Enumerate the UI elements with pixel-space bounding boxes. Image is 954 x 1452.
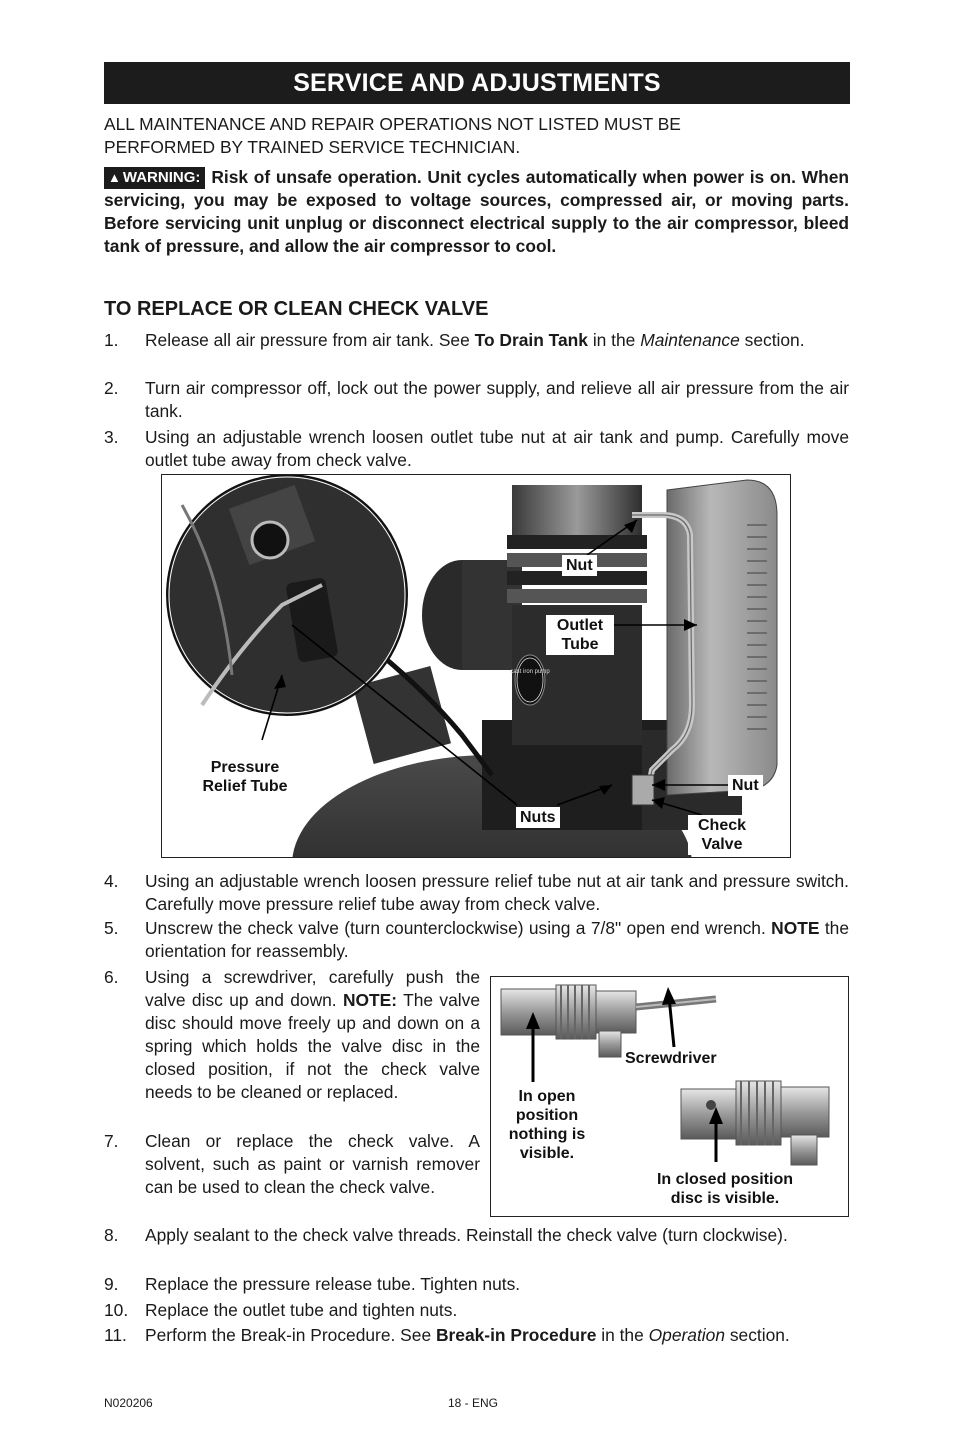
step-number: 5. [104, 918, 119, 938]
warning-text: Risk of unsafe operation. Unit cycles automatically when power is on. When servicing, you may be exposed to voltage sources, compressed air, or moving parts. Before servicing unit unplug or disconnect electrical supply to the air compressor, bleed tank of pressure, and allow the air compressor to cool. [104, 167, 849, 256]
step-10 [104, 1299, 849, 1322]
step-number: 1. [104, 330, 119, 350]
step-11 [104, 1324, 849, 1370]
step-8 [104, 1224, 849, 1270]
step-text: Replace the pressure release tube. Tighten nuts. [145, 1274, 521, 1294]
label-nut-right: Nut [728, 775, 763, 796]
step-text: Using an adjustable wrench loosen pressure relief tube nut at air tank and pressure switch. Carefully move pressure relief tube away from check valve. [145, 871, 849, 914]
step-text: Using an adjustable wrench loosen outlet tube nut at air tank and pump. Carefully move outlet tube away from check valve. [145, 427, 849, 470]
step-text [145, 1324, 849, 1347]
section-title: TO REPLACE OR CLEAN CHECK VALVE [104, 298, 489, 320]
step-2 [104, 377, 849, 423]
step-section-ref: Operation [648, 1325, 725, 1345]
warning-block [104, 166, 849, 258]
intro-line-2: PERFORMED BY TRAINED SERVICE TECHNICIAN. [104, 137, 521, 157]
step-number: 2. [104, 378, 119, 398]
step-text [145, 966, 480, 1104]
check-valve-figure [490, 976, 849, 1217]
step-text-part: The valve disc should move freely up and down on a spring which holds the valve disc in the closed position, if not the check valve needs to be cleaned or replaced. [145, 990, 480, 1102]
step-number: 11. [104, 1325, 127, 1345]
step-section-ref: Maintenance [640, 330, 740, 350]
page-title: SERVICE AND ADJUSTMENTS [104, 62, 850, 104]
step-note: NOTE: [342, 990, 398, 1010]
step-text [145, 917, 849, 963]
step-text-part: Using a screwdriver, carefully push the valve disc up and down. [145, 967, 480, 1010]
page-number: 18 - ENG [448, 1396, 499, 1410]
step-number: 7. [104, 1131, 119, 1151]
step-text: Clean or replace the check valve. A solvent, such as paint or varnish remover can be used to clean the check valve. [145, 1131, 480, 1197]
step-text [145, 329, 849, 352]
belt-guard [667, 480, 777, 795]
step-6 [104, 966, 480, 1128]
step-text-part: section. [725, 1325, 790, 1345]
label-pressure-relief-tube: Pressure Relief Tube [202, 759, 288, 795]
step-note: NOTE [771, 918, 820, 938]
step-number: 10. [104, 1300, 129, 1320]
step-text-part: section. [739, 330, 805, 350]
step-1 [104, 329, 849, 375]
warning-badge-label: WARNING: [122, 169, 201, 186]
step-text: Apply sealant to the check valve threads. Reinstall the check valve (turn clockwise). [145, 1225, 788, 1245]
step-text-part: Unscrew the check valve (turn counterclockwise) using a 7/8" open end wrench. [145, 918, 772, 938]
warning-badge [104, 167, 205, 189]
step-text: Turn air compressor off, lock out the power supply, and relieve all air pressure from the air tank. [145, 378, 849, 421]
label-outlet-tube: Outlet Tube [546, 615, 614, 655]
pump-decal-text: cast iron pump [510, 669, 550, 675]
step-text-part: Release all air pressure from air tank. See [145, 330, 475, 350]
intro-text [104, 113, 824, 159]
compressor-illustration [162, 475, 790, 857]
step-number: 3. [104, 427, 119, 447]
warning-triangle-icon: ▲ [108, 170, 121, 185]
step-number: 8. [104, 1225, 119, 1245]
compressor-figure [161, 474, 791, 858]
step-text-part: the orientation for reassembly. [145, 918, 849, 961]
step-text-part: in the [587, 330, 641, 350]
step-3 [104, 426, 849, 472]
step-9 [104, 1273, 849, 1296]
label-closed-position: In closed position disc is visible. [656, 1171, 793, 1207]
step-text-part: Perform the Break-in Procedure. See [145, 1325, 436, 1345]
step-link-drain-tank: To Drain Tank [474, 330, 588, 350]
step-5 [104, 917, 849, 963]
step-text: Replace the outlet tube and tighten nuts. [145, 1300, 458, 1320]
step-number: 4. [104, 871, 119, 891]
label-check-valve: Check Valve [688, 815, 756, 855]
step-text-part: in the [596, 1325, 649, 1345]
label-open-position: In open position nothing is visible. [508, 1088, 586, 1162]
intro-line-1: ALL MAINTENANCE AND REPAIR OPERATIONS NOT LISTED MUST BE [104, 114, 681, 134]
label-nut-top: Nut [562, 555, 597, 576]
document-number: N020206 [104, 1396, 153, 1410]
step-4 [104, 870, 849, 916]
step-number: 6. [104, 967, 119, 987]
step-number: 9. [104, 1274, 119, 1294]
label-nuts: Nuts [516, 807, 560, 828]
step-link-break-in: Break-in Procedure [435, 1325, 597, 1345]
label-screwdriver: Screwdriver [625, 1050, 717, 1067]
step-7 [104, 1130, 480, 1224]
